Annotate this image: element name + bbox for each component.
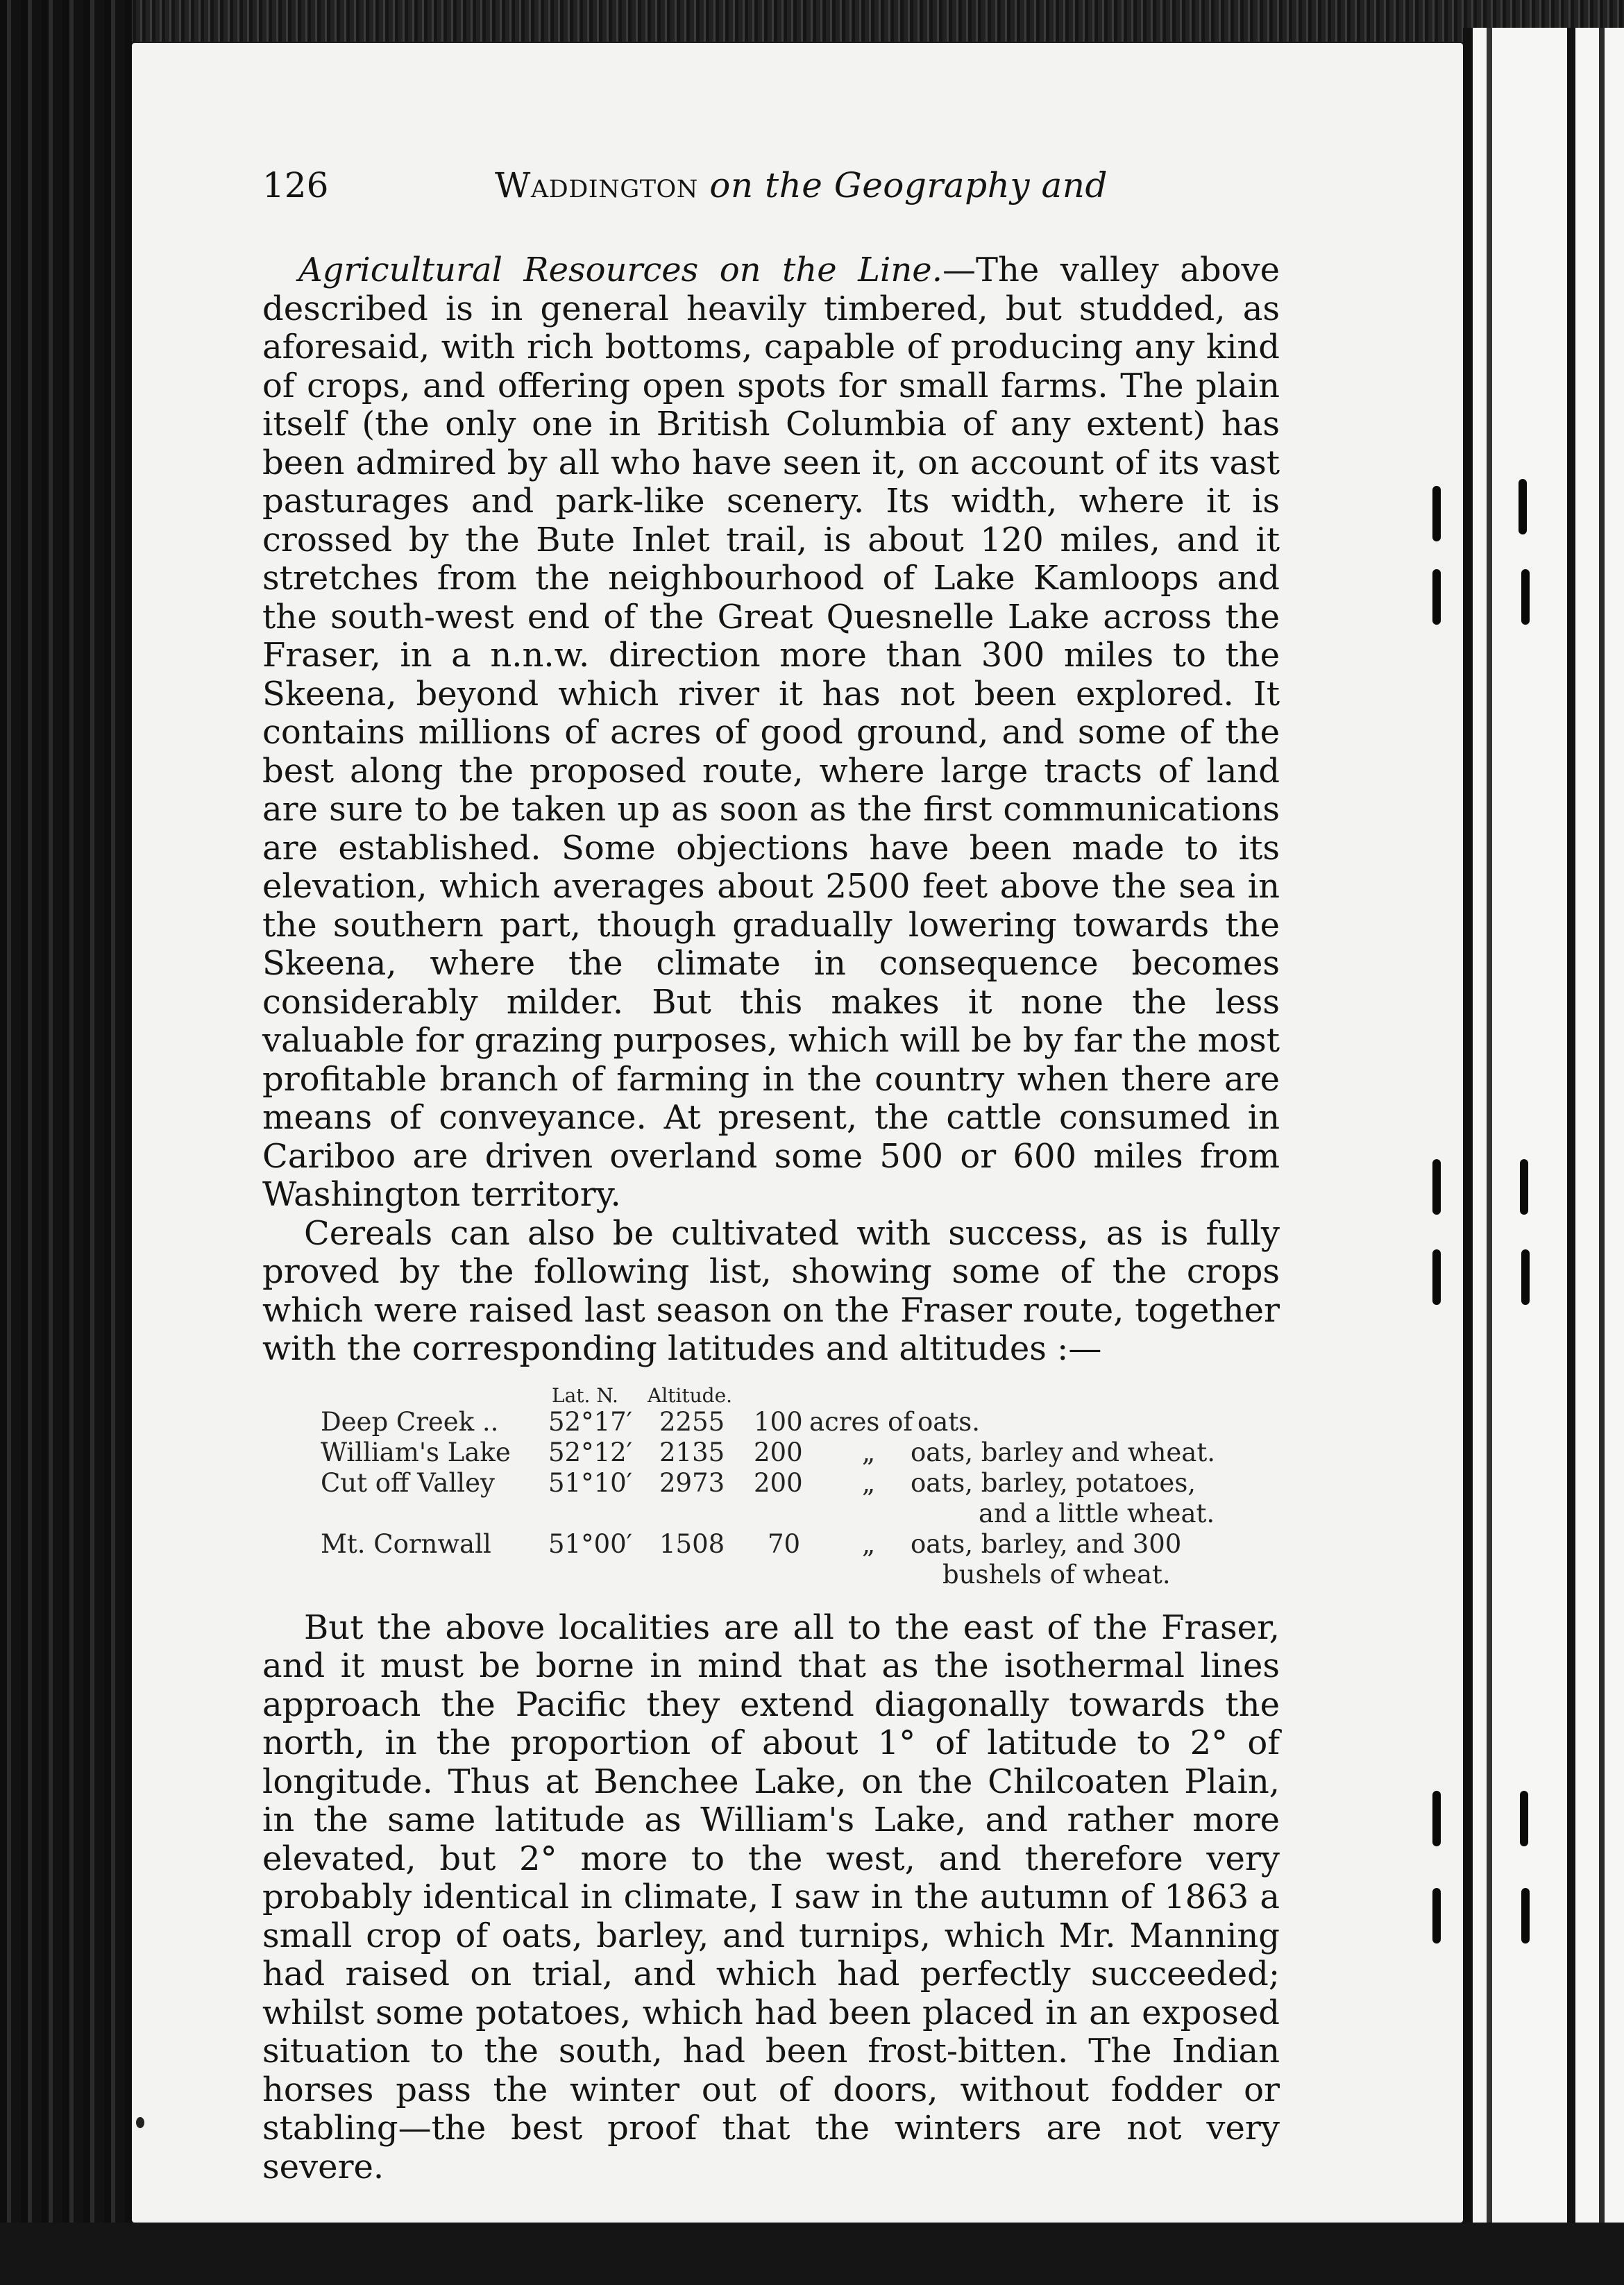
table-row: [262, 1530, 1280, 1560]
ditto-cell: acres of: [809, 1406, 913, 1437]
table-row-continuation: [262, 1560, 1280, 1591]
table-row: [262, 1469, 1280, 1499]
crop-cell-continued: and a little wheat.: [979, 1498, 1215, 1528]
table-row-continuation: [262, 1499, 1280, 1530]
paragraph-body: —The valley above described is in general heavily timbered, but studded, as aforesaid, with rich bottoms, capable of producing any kind of crops, and offering open spots for small farms. The plain itself (the only one in British Columbia of any extent) has been admired by all who have seen it, on account of its vast pasturages and park-like scenery. Its width, where it is crossed by the Bute Inlet trail, is about 120 miles, and it stretches from the neighbourhood of Lake Kamloops and the south-west end of the Great Quesnelle Lake across the Fraser, in a n.n.w. direction more than 300 miles to the Skeena, beyond which river it has not been explored. It contains millions of acres of good ground, and some of the best along the proposed route, where large tracts of land are sure to be taken up as soon as the first communications are established. Some objections have been made to its elevation, which averages about 2500 feet above the sea in the southern part, though gradually lowering towards the Skeena, where the climate in consequence becomes considerably milder. But this makes it none the less valuable for grazing purposes, which will be by far the most profitable branch of farming in the country when there are means of conveyance. At present, the cattle consumed in Cariboo are driven overland some 500 or 600 miles from Washington territory.: [262, 251, 1280, 1214]
gutter-line: [1487, 28, 1492, 2263]
crop-cell: oats, barley, potatoes,: [911, 1467, 1196, 1498]
book-cover-edge: [0, 0, 132, 2285]
crop-cell-continued: bushels of wheat.: [942, 1559, 1171, 1590]
scan-top-edge: [0, 0, 1624, 42]
binding-stitch-mark: [1432, 569, 1441, 625]
latitude-cell: 51°00′: [548, 1528, 633, 1559]
place-cell: Deep Creek ..: [321, 1406, 499, 1437]
binding-stitch-mark: [1520, 1159, 1528, 1215]
acres-cell: 200: [754, 1467, 803, 1498]
paragraph-isothermal: But the above localities are all to the east of the Fraser, and it must be borne in mind that as the isothermal lines approach the Pacific they extend diagonally towards the north, in the proportion of about 1° of latitude to 2° of longitude. Thus at Benchee Lake, on the Chilcoaten Plain, in the same latitude as William's Lake, and rather more elevated, but 2° more to the west, and therefore very probably identical in climate, I saw in the autumn of 1863 a small crop of oats, barley, and turnips, which Mr. Manning had raised on trial, and which had perfectly succeeded; whilst some potatoes, which had been placed in an exposed situation to the south, had been frost-bitten. The Indian horses pass the winter out of doors, without fodder or stabling—the best proof that the winters are not very severe.: [262, 1608, 1280, 2186]
page-text: [262, 167, 1280, 2186]
book-spine-gutter: [1463, 28, 1624, 2263]
acres-cell: 70: [768, 1528, 801, 1559]
binding-stitch-mark: [1520, 1791, 1528, 1846]
table-row: [262, 1438, 1280, 1469]
ditto-cell: „: [862, 1528, 876, 1559]
crop-table-header: [262, 1378, 1280, 1408]
place-cell: Mt. Cornwall: [321, 1528, 491, 1559]
binding-stitch-mark: [1519, 479, 1527, 534]
paragraph-agricultural-resources: [262, 251, 1280, 1215]
gutter-line: [1599, 28, 1605, 2263]
latitude-cell: 51°10′: [548, 1467, 633, 1498]
altitude-cell: 2135: [659, 1437, 725, 1467]
binding-stitch-mark: [1432, 1159, 1441, 1215]
place-cell: William's Lake: [321, 1437, 511, 1467]
latitude-cell: 52°17′: [548, 1406, 633, 1437]
gutter-line: [1567, 28, 1575, 2263]
ditto-cell: „: [862, 1437, 876, 1467]
binding-stitch-mark: [1432, 1249, 1441, 1305]
binding-stitch-mark: [1521, 1888, 1530, 1943]
header-altitude: Altitude.: [648, 1383, 733, 1407]
binding-stitch-mark: [1432, 486, 1441, 541]
ink-speck: [136, 2117, 144, 2128]
binding-stitch-mark: [1432, 1791, 1441, 1846]
crop-cell: oats.: [917, 1406, 980, 1437]
scan-bottom-edge: [0, 2223, 1624, 2285]
header-lat: Lat. N.: [552, 1383, 618, 1407]
running-header: [262, 167, 1280, 215]
acres-cell: 200: [754, 1437, 803, 1467]
running-title: [495, 167, 1108, 205]
altitude-cell: 2973: [659, 1467, 725, 1498]
altitude-cell: 1508: [659, 1528, 725, 1559]
latitude-cell: 52°12′: [548, 1437, 633, 1467]
crop-cell: oats, barley and wheat.: [911, 1437, 1215, 1467]
table-row: [262, 1408, 1280, 1438]
page-number: 126: [262, 165, 329, 205]
running-title-rest: on the Geography and: [709, 165, 1108, 205]
binding-stitch-mark: [1432, 1888, 1441, 1943]
binding-stitch-mark: [1521, 569, 1530, 625]
crop-table: [262, 1378, 1280, 1591]
place-cell: Cut off Valley: [321, 1467, 495, 1498]
acres-cell: 100: [754, 1406, 803, 1437]
section-heading: Agricultural Resources on the Line.: [298, 251, 942, 289]
paragraph-cereals: Cereals can also be cultivated with success, as is fully proved by the following list, showing some of the crops which were raised last season on the Fraser route, together with the corresponding latitudes and altitudes :—: [262, 1213, 1280, 1368]
running-title-author: Waddington: [495, 165, 698, 205]
binding-stitch-mark: [1521, 1249, 1530, 1305]
altitude-cell: 2255: [659, 1406, 725, 1437]
ditto-cell: „: [862, 1467, 876, 1498]
crop-cell: oats, barley, and 300: [911, 1528, 1182, 1559]
gutter-line: [1463, 28, 1473, 2263]
